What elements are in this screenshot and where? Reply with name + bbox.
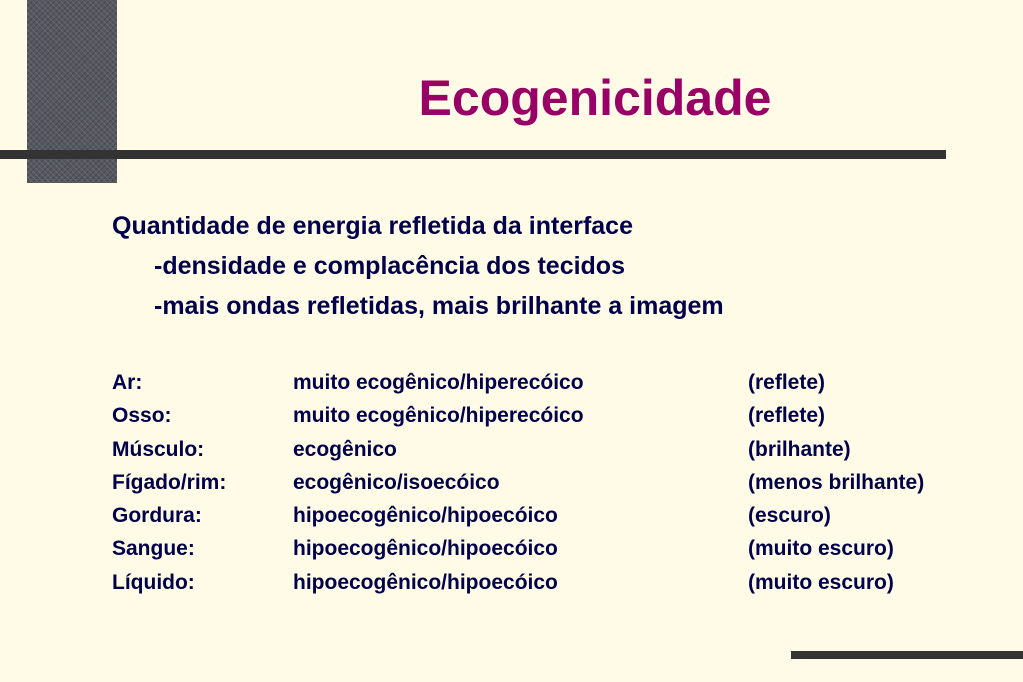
table-row bbox=[112, 433, 924, 466]
table-row bbox=[112, 566, 924, 599]
tissue-brightness: (menos brilhante) bbox=[748, 470, 925, 494]
table-row bbox=[112, 499, 924, 532]
bottom-divider bbox=[791, 651, 1023, 659]
tissue-name: Músculo: bbox=[112, 437, 205, 461]
tissue-brightness: (muito escuro) bbox=[748, 537, 894, 561]
slide-title: Ecogenicidade bbox=[418, 70, 772, 126]
tissue-brightness: (escuro) bbox=[748, 504, 831, 528]
tissue-name: Líquido: bbox=[112, 570, 195, 594]
tissue-brightness: (reflete) bbox=[748, 371, 826, 394]
table-row bbox=[112, 466, 924, 499]
intro-block bbox=[112, 206, 724, 326]
tissue-brightness: (brilhante) bbox=[748, 437, 851, 461]
tissue-echogenicity: hipoecogênico/hipoecóico bbox=[293, 570, 558, 594]
intro-sub-line: -densidade e complacência dos tecidos bbox=[154, 252, 625, 280]
table-row bbox=[112, 366, 924, 399]
tissue-echogenicity: muito ecogênico/hiperecóico bbox=[293, 371, 584, 394]
tissue-brightness: (muito escuro) bbox=[748, 570, 894, 594]
intro-line: Quantidade de energia refletida da interface bbox=[112, 212, 633, 240]
tissue-brightness: (reflete) bbox=[748, 404, 826, 428]
tissue-echogenicity: hipoecogênico/hipoecóico bbox=[293, 537, 558, 561]
tissue-name: Ar: bbox=[112, 371, 143, 394]
tissue-name: Osso: bbox=[112, 404, 172, 428]
table-row bbox=[112, 399, 924, 432]
tissue-echogenicity: hipoecogênico/hipoecóico bbox=[293, 504, 558, 528]
tissue-echogenicity: muito ecogênico/hiperecóico bbox=[293, 404, 584, 428]
tissue-echogenicity: ecogênico bbox=[293, 437, 397, 461]
tissue-name: Sangue: bbox=[112, 537, 195, 561]
echogenicity-table bbox=[112, 366, 924, 599]
tissue-echogenicity: ecogênico/isoecóico bbox=[293, 470, 500, 494]
title-divider bbox=[0, 150, 946, 159]
tissue-name: Gordura: bbox=[112, 504, 202, 528]
table-row bbox=[112, 532, 924, 565]
intro-sub-line: -mais ondas refletidas, mais brilhante a imagem bbox=[154, 292, 724, 320]
tissue-name: Fígado/rim: bbox=[112, 470, 227, 494]
